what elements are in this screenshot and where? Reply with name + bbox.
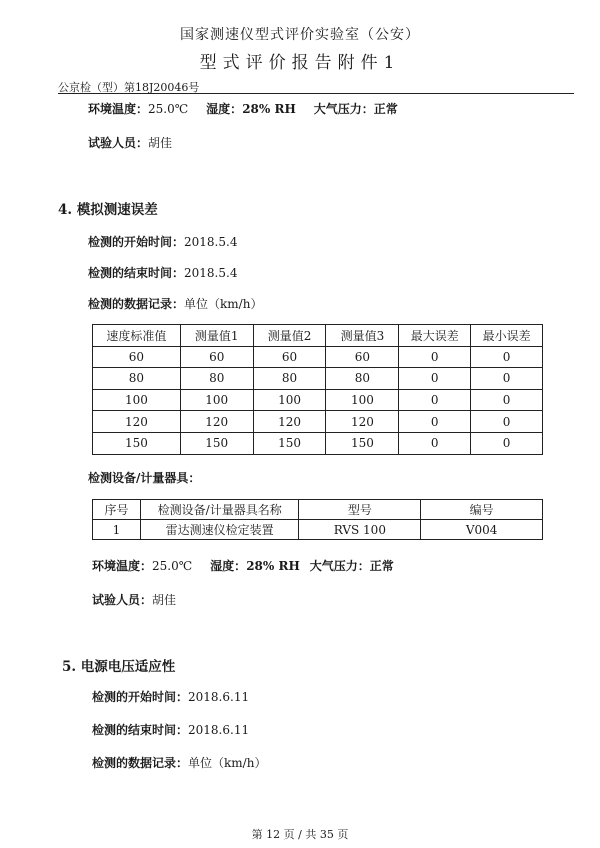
section-4-end bbox=[88, 264, 237, 281]
tester-label: 试验人员： bbox=[88, 136, 149, 150]
table-cell: 60 bbox=[253, 346, 326, 368]
record-label: 检测的数据记录： bbox=[92, 756, 189, 770]
report-subtitle: 型式评价报告附件1 bbox=[199, 53, 401, 73]
table-cell: 100 bbox=[253, 389, 326, 411]
header-rule bbox=[58, 93, 574, 94]
header-cell: 型号 bbox=[299, 500, 421, 520]
tester-value: 胡佳 bbox=[148, 136, 173, 150]
header-cell: 测量值3 bbox=[326, 325, 399, 347]
table-cell: 0 bbox=[471, 389, 543, 411]
table-cell: 80 bbox=[93, 368, 181, 390]
record-value: 单位（km/h） bbox=[184, 297, 263, 311]
pressure-value: 正常 bbox=[369, 559, 394, 573]
humidity-label: 湿度： bbox=[206, 102, 243, 116]
header-cell: 测量值1 bbox=[180, 325, 253, 347]
section-5-start bbox=[92, 688, 249, 705]
tester-top bbox=[88, 134, 172, 151]
header-cell: 序号 bbox=[93, 500, 141, 520]
record-value: 单位（km/h） bbox=[188, 756, 267, 770]
humidity-value: 28% RH bbox=[246, 559, 300, 573]
table-cell: 120 bbox=[180, 411, 253, 433]
section-5-end bbox=[92, 721, 249, 738]
speed-error-table bbox=[92, 324, 543, 455]
record-label: 检测的数据记录： bbox=[88, 297, 185, 311]
section-4-record bbox=[88, 295, 262, 312]
table-cell: 0 bbox=[399, 411, 471, 433]
table-cell: 0 bbox=[471, 411, 543, 433]
tester-label: 试验人员： bbox=[92, 593, 153, 607]
section-5-title: 5. 电源电压适应性 bbox=[62, 659, 176, 675]
table-cell: 80 bbox=[253, 368, 326, 390]
page-number: 第 12 页 / 共 35 页 bbox=[251, 828, 349, 841]
pressure-label: 大气压力： bbox=[309, 559, 370, 573]
equipment-label: 检测设备/计量器具： bbox=[88, 471, 201, 485]
table-row bbox=[93, 368, 543, 390]
table-cell: 120 bbox=[253, 411, 326, 433]
table-cell: 0 bbox=[399, 368, 471, 390]
table-cell: RVS 100 bbox=[299, 520, 421, 540]
table-cell: 0 bbox=[399, 346, 471, 368]
table-cell: 雷达测速仪检定装置 bbox=[140, 520, 299, 540]
header-cell: 速度标准值 bbox=[93, 325, 181, 347]
table-header-row bbox=[93, 500, 543, 520]
table-cell: 0 bbox=[399, 389, 471, 411]
header-cell: 测量值2 bbox=[253, 325, 326, 347]
table-cell: 120 bbox=[93, 411, 181, 433]
table-cell: 100 bbox=[93, 389, 181, 411]
table-cell: 80 bbox=[180, 368, 253, 390]
report-number: 公京检（型）第18J20046号 bbox=[58, 81, 200, 94]
tester-section-4 bbox=[92, 591, 176, 608]
table-cell: 60 bbox=[180, 346, 253, 368]
section-4-title: 4. 模拟测速误差 bbox=[58, 202, 158, 218]
end-label: 检测的结束时间： bbox=[88, 266, 185, 280]
table-cell: 60 bbox=[93, 346, 181, 368]
humidity-label: 湿度： bbox=[210, 559, 247, 573]
table-cell: 120 bbox=[326, 411, 399, 433]
start-label: 检测的开始时间： bbox=[88, 235, 185, 249]
table-row bbox=[93, 389, 543, 411]
section-5-record bbox=[92, 754, 266, 771]
header-cell: 检测设备/计量器具名称 bbox=[140, 500, 299, 520]
temp-label: 环境温度： bbox=[92, 559, 153, 573]
table-cell: 0 bbox=[399, 432, 471, 454]
section-4-start bbox=[88, 233, 237, 250]
table-cell: 150 bbox=[180, 432, 253, 454]
lab-name: 国家测速仪型式评价实验室（公安） bbox=[180, 27, 420, 43]
pressure-label: 大气压力： bbox=[313, 102, 374, 116]
start-value: 2018.6.11 bbox=[188, 690, 250, 704]
table-row bbox=[93, 346, 543, 368]
start-value: 2018.5.4 bbox=[184, 235, 238, 249]
table-row bbox=[93, 520, 543, 540]
table-row bbox=[93, 432, 543, 454]
table-row bbox=[93, 411, 543, 433]
start-label: 检测的开始时间： bbox=[92, 690, 189, 704]
humidity-value: 28% RH bbox=[242, 102, 296, 116]
temp-value: 25.0℃ bbox=[148, 102, 189, 116]
end-label: 检测的结束时间： bbox=[92, 723, 189, 737]
temp-label: 环境温度： bbox=[88, 102, 149, 116]
table-cell: 150 bbox=[93, 432, 181, 454]
pressure-value: 正常 bbox=[373, 102, 398, 116]
equipment-table bbox=[92, 499, 543, 540]
table-cell: 150 bbox=[253, 432, 326, 454]
end-value: 2018.5.4 bbox=[184, 266, 238, 280]
table-cell: 60 bbox=[326, 346, 399, 368]
header-cell: 最大误差 bbox=[399, 325, 471, 347]
header-cell: 编号 bbox=[421, 500, 543, 520]
temp-value: 25.0℃ bbox=[152, 559, 193, 573]
table-cell: 80 bbox=[326, 368, 399, 390]
table-cell: 100 bbox=[180, 389, 253, 411]
table-cell: 0 bbox=[471, 432, 543, 454]
table-header-row bbox=[93, 325, 543, 347]
tester-value: 胡佳 bbox=[152, 593, 177, 607]
env-conditions-top bbox=[88, 100, 398, 117]
end-value: 2018.6.11 bbox=[188, 723, 250, 737]
table-cell: 100 bbox=[326, 389, 399, 411]
table-cell: 150 bbox=[326, 432, 399, 454]
table-cell: 0 bbox=[471, 346, 543, 368]
header-cell: 最小误差 bbox=[471, 325, 543, 347]
table-cell: 0 bbox=[471, 368, 543, 390]
table-cell: V004 bbox=[421, 520, 543, 540]
table-cell: 1 bbox=[93, 520, 141, 540]
env-conditions-section-4 bbox=[92, 557, 394, 574]
